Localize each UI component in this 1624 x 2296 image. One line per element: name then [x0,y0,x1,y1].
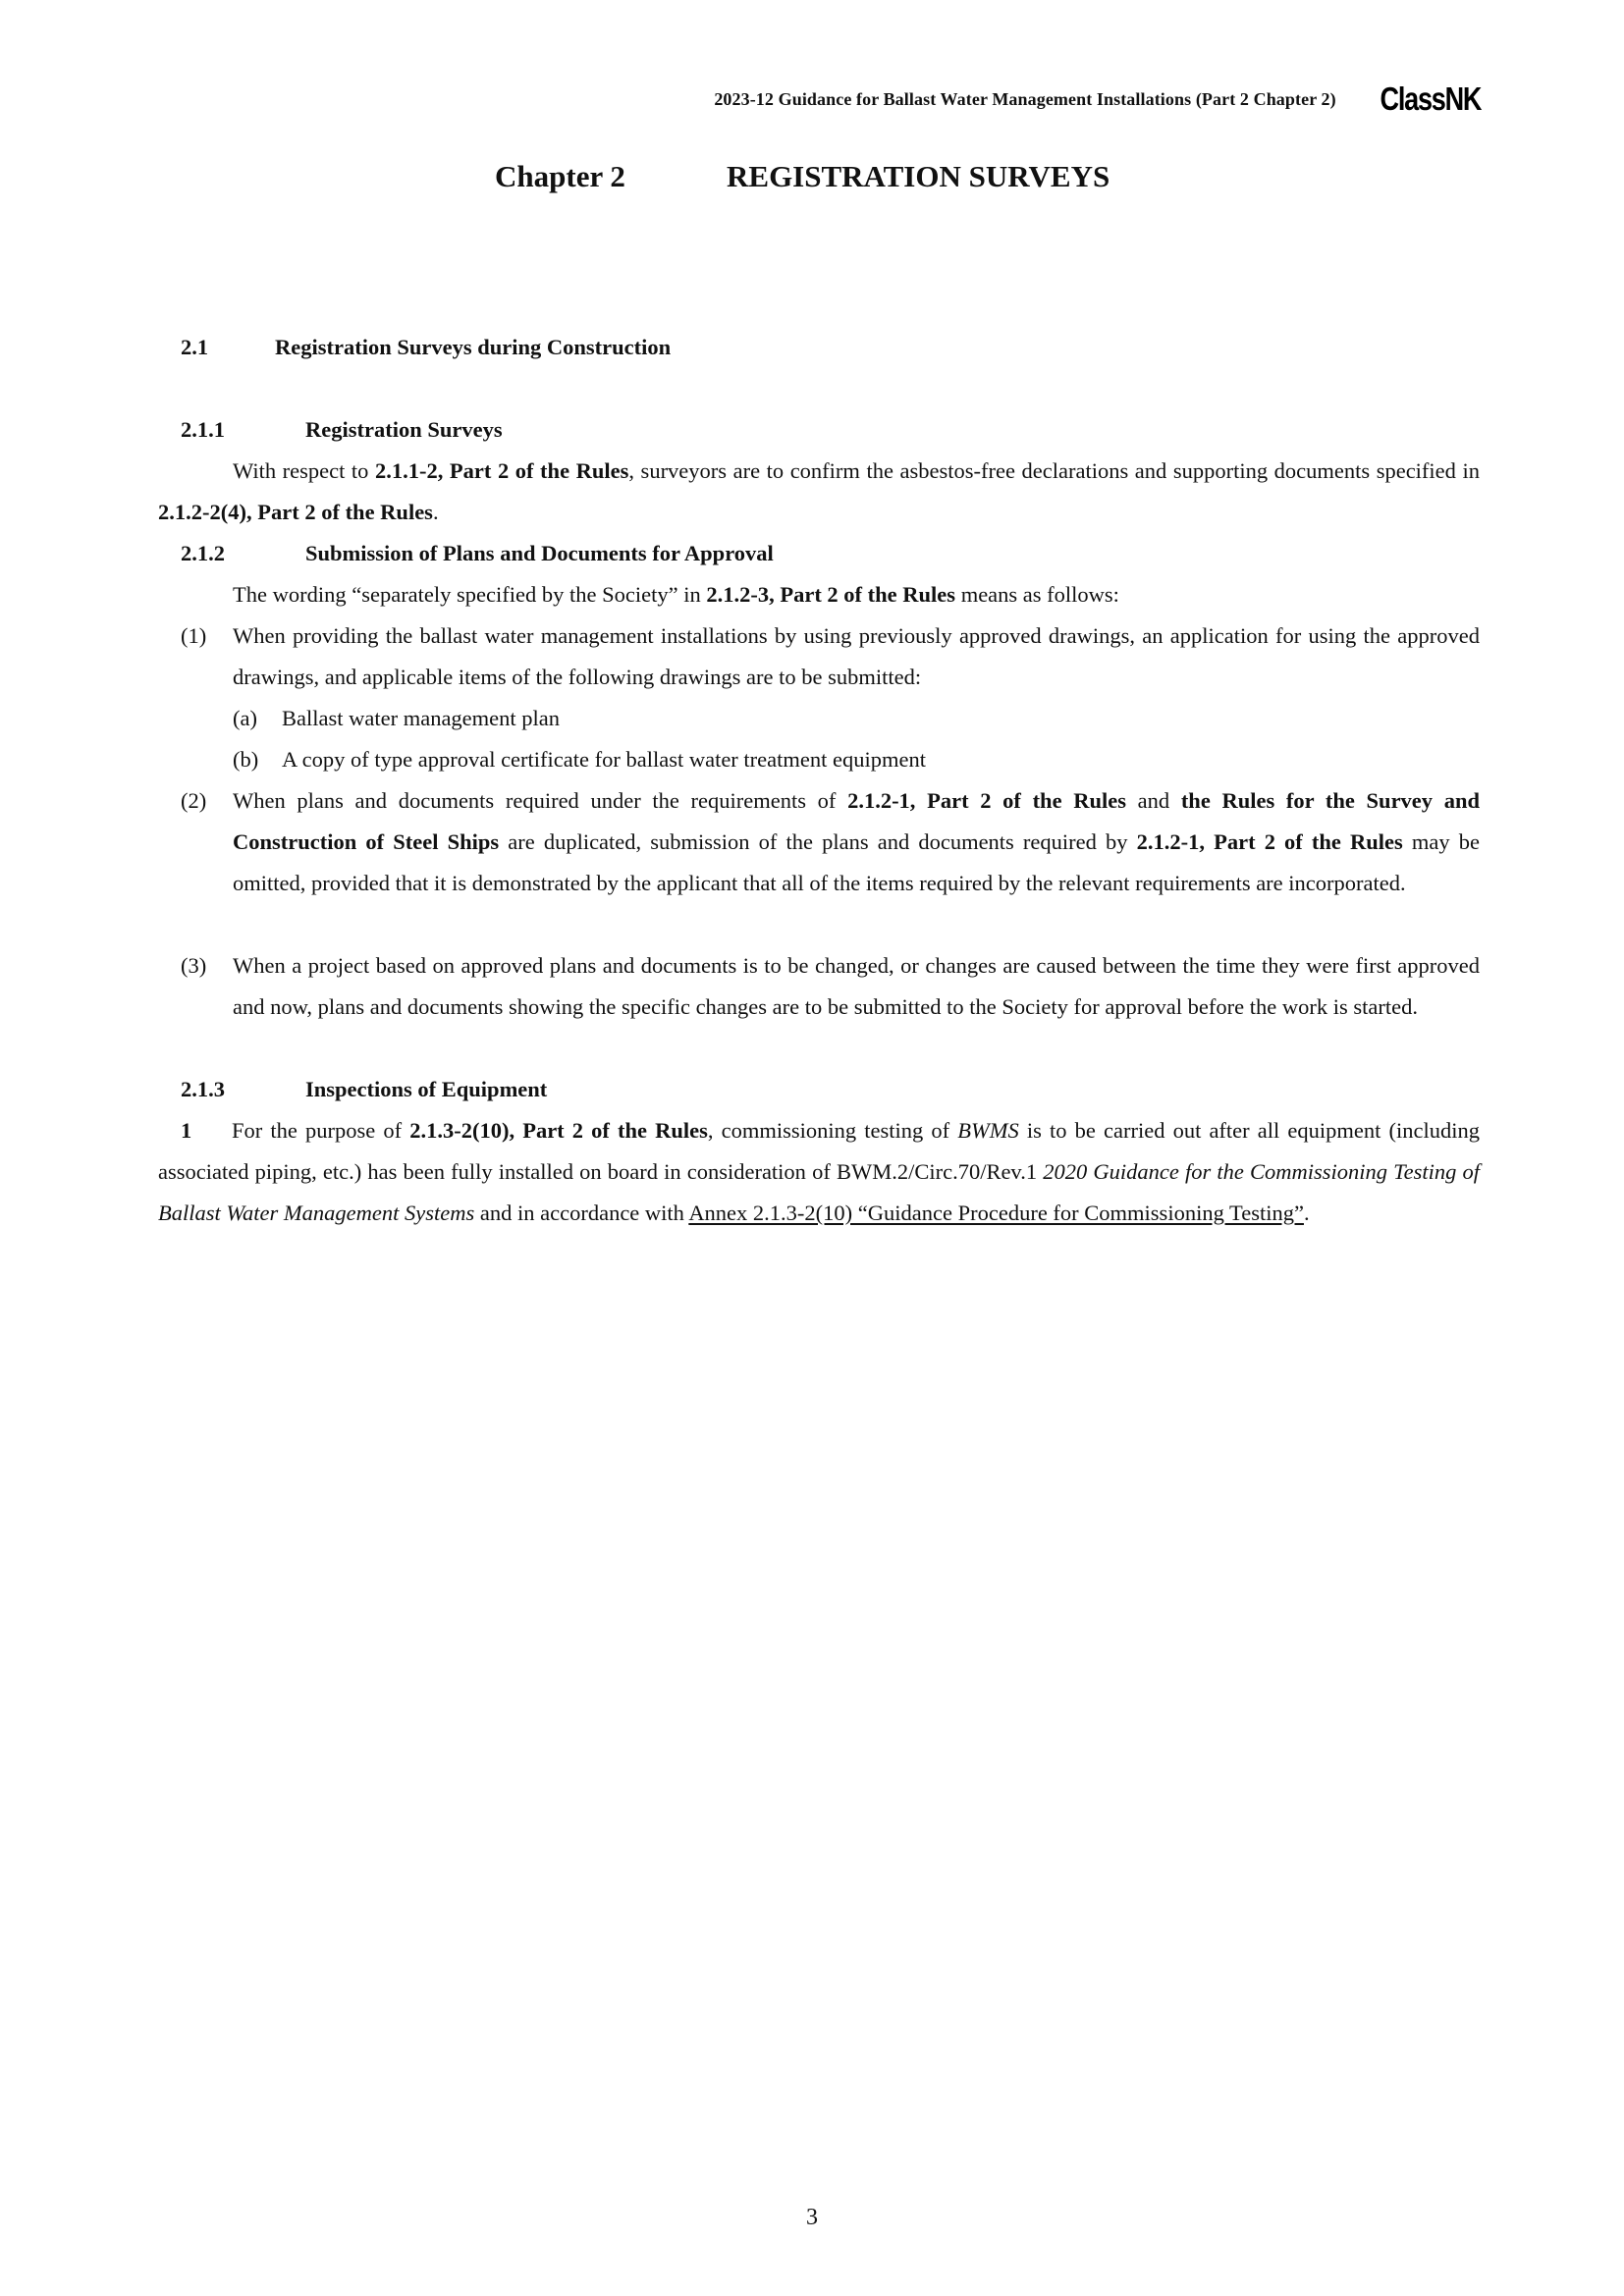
section-heading-2-1-1 [181,409,1502,451]
rule-reference: the Rules for the Survey and Construction of Steel Ships [233,788,1480,854]
paragraph-number: 1 [181,1118,192,1143]
rule-reference: 2.1.2-3, Part 2 of the Rules [706,582,956,607]
section-title: Registration Surveys [305,417,503,442]
rule-reference: 2.1.1-2, Part 2 of the Rules [374,458,629,483]
list-item-1 [181,615,1480,698]
list-item-text: A copy of type approval certificate for ballast water treatment equipment [282,747,926,772]
list-item-text: When a project based on approved plans and documents is to be changed, or changes are caused between the time they were first approved and now, plans and documents showing the specific changes are to be submitted to the Society for approval before the work is started. [233,953,1480,1019]
page-header [0,80,1481,118]
list-item-text: Ballast water management plan [282,706,561,730]
section-number: 2.1.3 [181,1077,225,1101]
chapter-title [495,159,1110,194]
list-item-text: When providing the ballast water management installations by using previously approved drawings, an application for using the approved drawings, and applicable items of the following drawings are to be submitted: [233,623,1480,689]
rule-reference: 2.1.3-2(10), Part 2 of the Rules [409,1118,708,1143]
running-title: 2023-12 Guidance for Ballast Water Management Installations (Part 2 Chapter 2) [714,88,1336,109]
classnk-logo: ClassNK [1380,80,1481,117]
section-title: Registration Surveys during Construction [275,335,672,359]
section-title: Inspections of Equipment [305,1077,548,1101]
section-title: Submission of Plans and Documents for Approval [305,541,774,565]
rule-reference: 2.1.2-2(4), Part 2 of the Rules [158,500,433,524]
list-item-2 [181,780,1480,904]
paragraph-2-1-1: With respect to 2.1.1-2, Part 2 of the Rules, surveyors are to confirm the asbestos-free declarations and supporting documents specified in 2.1.2-2(4), Part 2 of the Rules. [158,458,1480,524]
rule-reference: 2.1.2-1, Part 2 of the Rules [847,788,1126,813]
sub-list-item-b [233,739,1480,780]
section-number: 2.1 [181,335,209,359]
section-number: 2.1.1 [181,417,225,442]
paragraph-2-1-2-intro: The wording “separately specified by the Society” in 2.1.2-3, Part 2 of the Rules means as follows: [233,582,1119,607]
list-item-text: When plans and documents required under the requirements of 2.1.2-1, Part 2 of the Rules and the Rules for the Survey and Construction of Steel Ships are duplicated, submission of the plans and documents required by 2.1.2-1, Part 2 of the Rules may be omitted, provided that it is demonstrated by the applicant that all of the items required by the relevant requirements are incorporated. [233,788,1480,895]
list-marker: (3) [181,953,207,978]
list-marker: (b) [233,747,259,772]
chapter-name: REGISTRATION SURVEYS [727,159,1110,193]
sub-list-item-a [233,698,1480,739]
section-heading-2-1-2 [181,533,1502,574]
list-marker: (2) [181,788,207,813]
chapter-number: Chapter 2 [495,159,625,193]
rule-reference: 2.1.2-1, Part 2 of the Rules [1136,829,1403,854]
list-marker: (a) [233,706,257,730]
section-heading-2-1 [181,327,1502,368]
list-item-3 [181,945,1480,1028]
abbreviation: BWMS [957,1118,1019,1143]
section-heading-2-1-3 [181,1069,1502,1110]
page-number: 3 [806,2205,818,2230]
list-marker: (1) [181,623,207,648]
paragraph-2-1-3-1: 1 For the purpose of 2.1.3-2(10), Part 2 of the Rules, commissioning testing of BWMS is to be carried out after all equipment (including associated piping, etc.) has been fully installed on board in consideration of BWM.2/Circ.70/Rev.1 2020 Guidance for the Commissioning Testing of Ballast Water Management Systems and in accordance with Annex 2.1.3-2(10) “Guidance Procedure for Commissioning Testing”. [158,1110,1480,1234]
document-title: 2020 Guidance for the Commissioning Testing of Ballast Water Management Systems [158,1159,1480,1225]
annex-link[interactable]: Annex 2.1.3-2(10) “Guidance Procedure for Commissioning Testing” [688,1201,1304,1225]
section-number: 2.1.2 [181,541,225,565]
